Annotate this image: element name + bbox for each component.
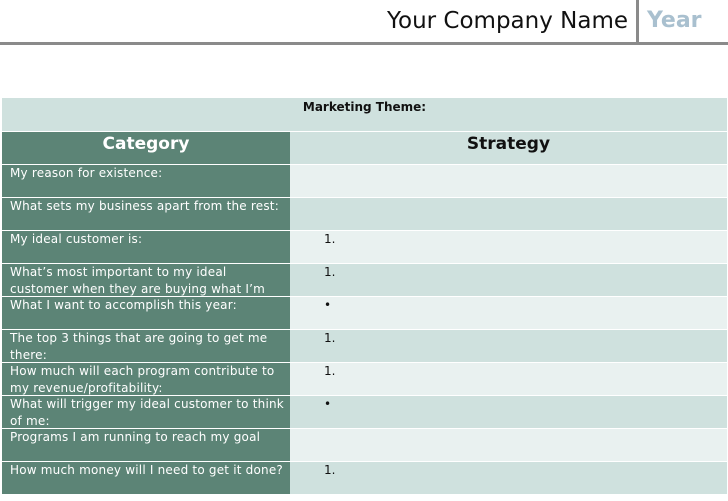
category-cell: Programs I am running to reach my goal	[2, 429, 290, 461]
table-row	[2, 197, 727, 230]
strategy-cell[interactable]: 1.	[290, 264, 727, 296]
strategy-cell[interactable]: •	[290, 297, 727, 329]
table-row	[2, 263, 727, 296]
category-cell: What sets my business apart from the rest:	[2, 198, 290, 230]
category-cell: The top 3 things that are going to get me there:	[2, 330, 290, 362]
column-header-strategy: Strategy	[290, 132, 727, 164]
category-cell: My reason for existence:	[2, 165, 290, 197]
category-cell: What will trigger my ideal customer to think of me:	[2, 396, 290, 428]
table-row	[2, 164, 727, 197]
table-header-row	[2, 131, 727, 164]
strategy-cell[interactable]	[290, 198, 727, 230]
column-header-category: Category	[2, 132, 290, 164]
strategy-cell[interactable]: 1.	[290, 330, 727, 362]
category-cell: How much money will I need to get it done?	[2, 462, 290, 494]
table-row	[2, 230, 727, 263]
company-name: Your Company Name	[387, 8, 628, 34]
strategy-cell[interactable]	[290, 165, 727, 197]
strategy-cell[interactable]: 1.	[290, 231, 727, 263]
category-cell: What I want to accomplish this year:	[2, 297, 290, 329]
strategy-cell[interactable]: 1.	[290, 363, 727, 395]
strategy-cell[interactable]: •	[290, 396, 727, 428]
table-row	[2, 329, 727, 362]
marketing-theme-row	[2, 98, 727, 131]
table-row	[2, 428, 727, 461]
table-row	[2, 362, 727, 395]
strategy-cell[interactable]: 1.	[290, 462, 727, 494]
marketing-strategy-table	[2, 98, 727, 494]
header-divider	[636, 0, 639, 42]
table-row	[2, 395, 727, 428]
marketing-theme-label: Marketing Theme:	[302, 100, 427, 114]
category-cell: My ideal customer is:	[2, 231, 290, 263]
strategy-cell[interactable]	[290, 429, 727, 461]
table-row	[2, 461, 727, 494]
page-header	[0, 0, 728, 45]
category-cell: What’s most important to my ideal customer when they are buying what I’m	[2, 264, 290, 296]
year-label: Year	[647, 8, 702, 33]
category-cell: How much will each program contribute to my revenue/profitability:	[2, 363, 290, 395]
table-row	[2, 296, 727, 329]
